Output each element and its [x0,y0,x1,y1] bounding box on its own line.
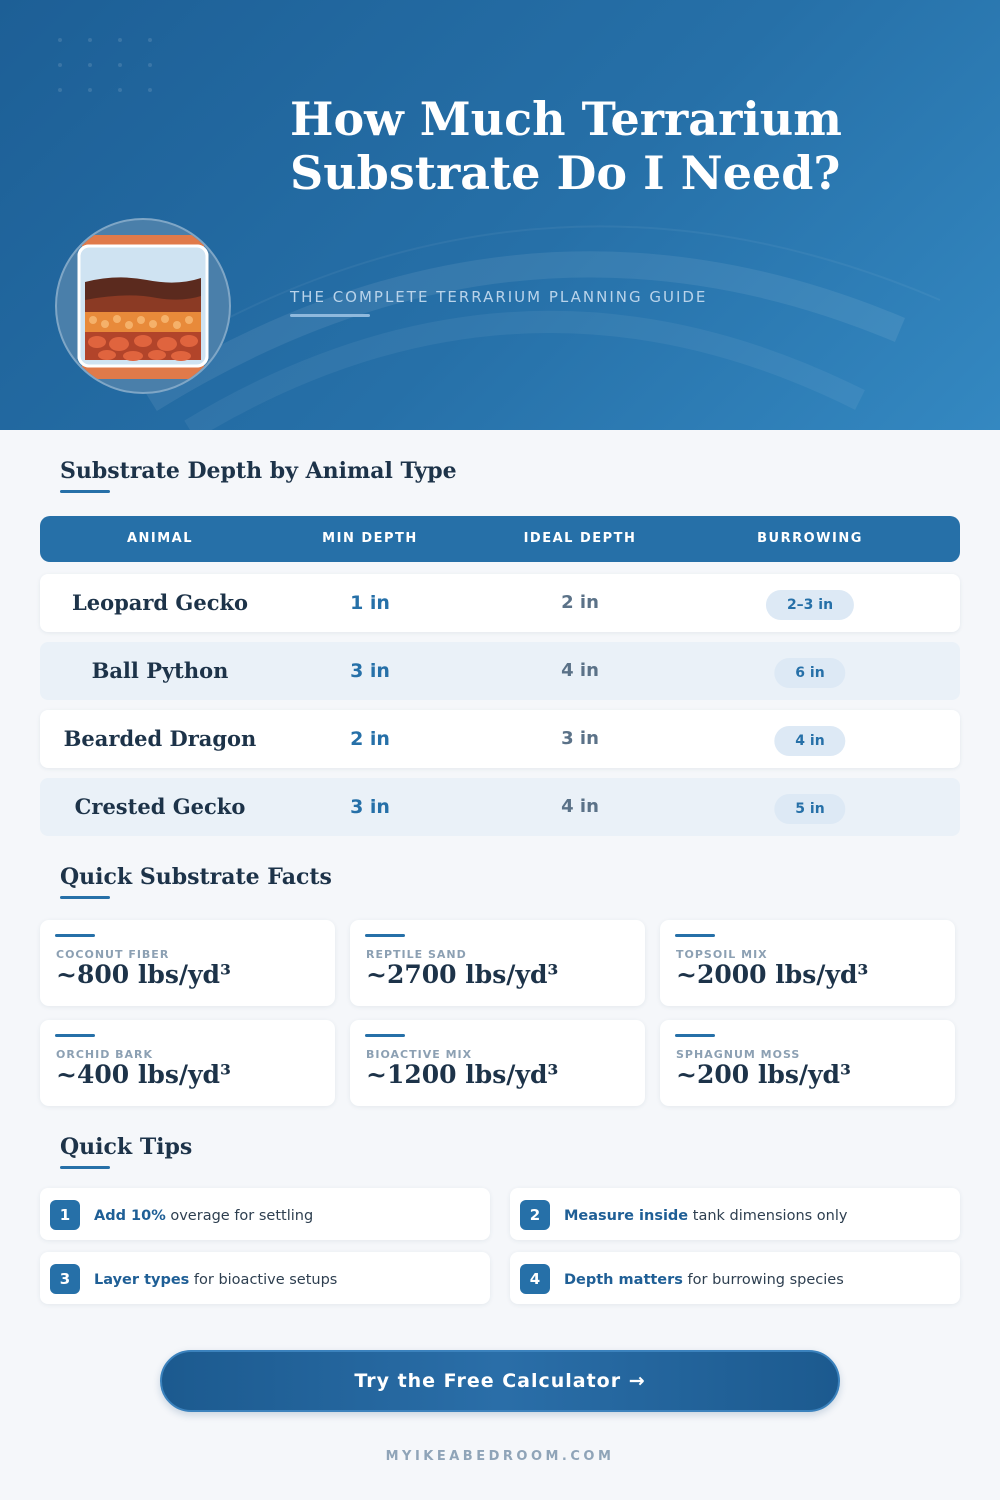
fact-label: ORCHID BARK [56,1048,154,1061]
tip-text [564,1188,847,1240]
facts-section-title: Quick Substrate Facts [60,864,332,890]
section-underline [60,896,110,899]
tip-item [40,1252,490,1304]
tip-rest: for burrowing species [682,1272,844,1288]
fact-value: ~800 lbs/yd³ [56,960,231,989]
fact-label: COCONUT FIBER [56,948,170,961]
footer-site-name: MYIKEABEDROOM.COM [385,1449,615,1464]
fact-card [40,1020,335,1106]
ideal-depth-value: 4 in [561,660,599,681]
fact-accent-bar [55,934,95,937]
ideal-depth-value: 2 in [561,592,599,613]
fact-label: SPHAGNUM MOSS [676,1048,801,1061]
terrarium-layers-icon [55,218,231,394]
min-depth-value: 1 in [350,592,390,614]
fact-card [40,920,335,1006]
hero-banner [0,0,1000,430]
fact-card [660,920,955,1006]
fact-value: ~200 lbs/yd³ [676,1060,851,1089]
animal-name: Bearded Dragon [63,726,257,751]
column-header-animal: ANIMAL [126,531,194,546]
tip-rest: tank dimensions only [688,1208,848,1224]
table-row [40,574,960,632]
animal-name: Leopard Gecko [71,590,249,615]
tip-emphasis: Add 10% [94,1208,166,1224]
page-title: How Much Terrarium Substrate Do I Need? [290,92,842,200]
fact-value: ~2700 lbs/yd³ [366,960,559,989]
fact-accent-bar [675,1034,715,1037]
fact-accent-bar [55,1034,95,1037]
animal-name: Ball Python [91,658,229,683]
subtitle-underline [290,314,370,317]
fact-label: BIOACTIVE MIX [366,1048,473,1061]
dot-pattern [56,36,166,96]
fact-accent-bar [365,1034,405,1037]
tip-text [94,1188,313,1240]
page-subtitle: THE COMPLETE TERRARIUM PLANNING GUIDE [290,288,708,306]
tip-text [564,1252,844,1304]
burrowing-depth-badge: 5 in [774,794,845,824]
min-depth-value: 3 in [350,796,390,818]
tip-item [40,1188,490,1240]
table-row [40,642,960,700]
fact-label: REPTILE SAND [366,948,467,961]
section-underline [60,1166,110,1169]
tips-section-title: Quick Tips [60,1134,193,1160]
fact-accent-bar [675,934,715,937]
burrowing-depth-badge: 6 in [774,658,845,688]
burrowing-depth-badge: 4 in [774,726,845,756]
depth-section-title: Substrate Depth by Animal Type [60,458,457,484]
fact-card [660,1020,955,1106]
tip-emphasis: Measure inside [564,1208,689,1224]
ideal-depth-value: 4 in [561,796,599,817]
min-depth-value: 3 in [350,660,390,682]
fact-value: ~2000 lbs/yd³ [676,960,869,989]
column-header-ideal-depth: IDEAL DEPTH [523,531,637,546]
min-depth-value: 2 in [350,728,390,750]
table-header [40,516,960,562]
burrowing-depth-badge: 2–3 in [766,590,854,620]
table-row [40,778,960,836]
fact-card [350,920,645,1006]
tip-number-badge: 4 [520,1264,550,1294]
table-row [40,710,960,768]
animal-name: Crested Gecko [74,794,246,819]
free-calculator-button[interactable]: Try the Free Calculator → [160,1350,840,1412]
tip-item [510,1188,960,1240]
section-underline [60,490,110,493]
fact-value: ~400 lbs/yd³ [56,1060,231,1089]
ideal-depth-value: 3 in [561,728,599,749]
tip-number-badge: 3 [50,1264,80,1294]
tip-rest: for bioactive setups [189,1272,338,1288]
column-header-min-depth: MIN DEPTH [322,531,418,546]
fact-label: TOPSOIL MIX [676,948,768,961]
fact-accent-bar [365,934,405,937]
fact-card [350,1020,645,1106]
tip-item [510,1252,960,1304]
fact-value: ~1200 lbs/yd³ [366,1060,559,1089]
tip-emphasis: Layer types [94,1272,190,1288]
tip-emphasis: Depth matters [564,1272,683,1288]
tip-number-badge: 2 [520,1200,550,1230]
tip-text [94,1252,337,1304]
column-header-burrowing: BURROWING [757,531,863,546]
tip-number-badge: 1 [50,1200,80,1230]
tip-rest: overage for settling [165,1208,314,1224]
